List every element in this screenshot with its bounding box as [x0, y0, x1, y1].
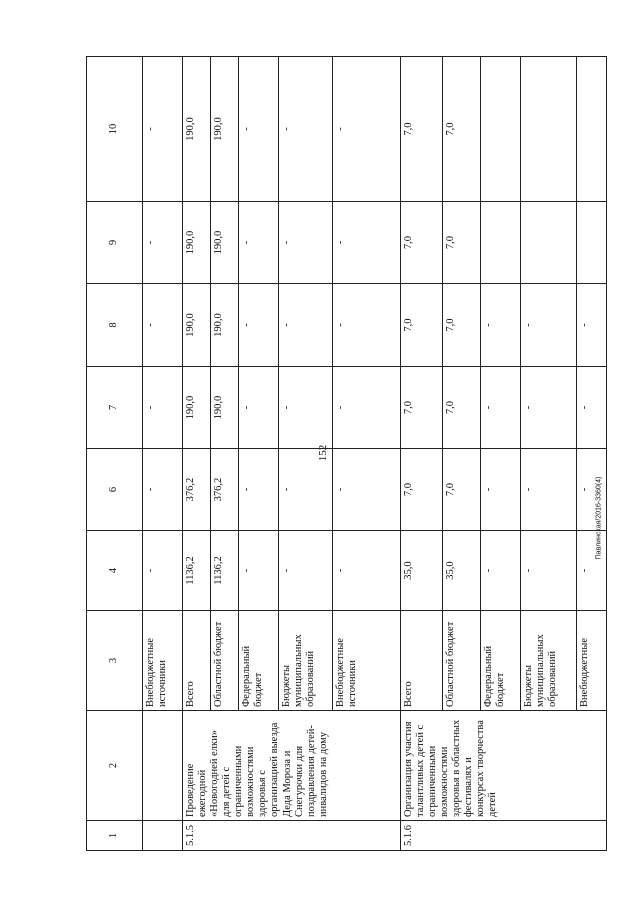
value-cell: -: [333, 367, 401, 449]
value-cell: 190,0: [183, 367, 211, 449]
value-cell: -: [143, 449, 183, 531]
source-cell: Всего: [401, 611, 443, 711]
value-cell: -: [333, 449, 401, 531]
value-cell: -: [333, 531, 401, 611]
value-cell: 7,0: [401, 367, 443, 449]
source-cell: Внебюджетные источники: [143, 611, 183, 711]
header-cell: 2: [87, 711, 143, 821]
value-cell: 7,0: [443, 202, 481, 284]
value-cell: 190,0: [211, 284, 239, 367]
header-cell: 6: [87, 449, 143, 531]
value-cell: -: [577, 367, 607, 449]
value-cell: 190,0: [211, 367, 239, 449]
source-cell: Областной бюджет: [443, 611, 481, 711]
value-cell: -: [333, 57, 401, 202]
header-cell: 8: [87, 284, 143, 367]
value-cell: 7,0: [401, 57, 443, 202]
value-cell: 35,0: [401, 531, 443, 611]
value-cell: -: [239, 367, 279, 449]
value-cell: -: [481, 449, 521, 531]
value-cell: -: [143, 202, 183, 284]
value-cell: 376,2: [183, 449, 211, 531]
continuation-row: [143, 57, 183, 851]
rotated-table-area: [86, 57, 590, 851]
value-cell: [577, 57, 607, 202]
value-cell: -: [481, 367, 521, 449]
budget-table: [86, 56, 607, 851]
value-cell: 1136,2: [183, 531, 211, 611]
value-cell: 7,0: [401, 284, 443, 367]
source-cell: Областной бюджет: [211, 611, 239, 711]
header-cell: 1: [87, 821, 143, 851]
value-cell: -: [239, 449, 279, 531]
table-row: [183, 57, 211, 851]
source-cell: Бюджеты муниципальных образований: [521, 611, 577, 711]
value-cell: [521, 57, 577, 202]
source-cell: Всего: [183, 611, 211, 711]
value-cell: 376,2: [211, 449, 239, 531]
value-cell: 7,0: [443, 367, 481, 449]
source-cell: Федеральный бюджет: [481, 611, 521, 711]
value-cell: 7,0: [443, 57, 481, 202]
value-cell: -: [481, 284, 521, 367]
source-cell: Внебюджетные: [577, 611, 607, 711]
value-cell: 7,0: [443, 449, 481, 531]
source-cell: Бюджеты муниципальных образований: [279, 611, 333, 711]
source-cell: Внебюджетные источники: [333, 611, 401, 711]
value-cell: -: [143, 531, 183, 611]
value-cell: [521, 202, 577, 284]
item-number: 5.1.6: [401, 821, 607, 851]
value-cell: 190,0: [211, 57, 239, 202]
value-cell: -: [521, 449, 577, 531]
value-cell: -: [279, 202, 333, 284]
value-cell: -: [279, 57, 333, 202]
page-number: 152: [317, 444, 329, 462]
value-cell: [481, 202, 521, 284]
value-cell: -: [577, 449, 607, 531]
header-cell: 4: [87, 531, 143, 611]
value-cell: -: [143, 57, 183, 202]
value-cell: -: [279, 449, 333, 531]
item-title: Проведение ежегодной «Новогодней елки» для детей с ограниченными возможностями здоровья с организацией выезда Деда Мороза и Снегурочки для поздравления детей-инвалидов на дому: [183, 711, 401, 821]
value-cell: -: [279, 531, 333, 611]
value-cell: -: [333, 202, 401, 284]
value-cell: -: [333, 284, 401, 367]
item-number-cell: [143, 821, 183, 851]
document-code: Павлинская/2016-3360(4): [595, 476, 603, 560]
item-title: Организация участия талантливых детей с ограниченными возможностями здоровья в областных фестивалях и конкурсах творчества детей: [401, 711, 607, 821]
value-cell: -: [521, 531, 577, 611]
value-cell: -: [279, 284, 333, 367]
item-title-cell: [143, 711, 183, 821]
value-cell: -: [143, 284, 183, 367]
header-row: [87, 57, 143, 851]
header-cell: 10: [87, 57, 143, 202]
value-cell: -: [239, 202, 279, 284]
value-cell: -: [521, 367, 577, 449]
value-cell: 190,0: [183, 202, 211, 284]
value-cell: -: [481, 531, 521, 611]
value-cell: 7,0: [401, 202, 443, 284]
value-cell: -: [521, 284, 577, 367]
item-number: 5.1.5: [183, 821, 401, 851]
value-cell: 35,0: [443, 531, 481, 611]
value-cell: 7,0: [401, 449, 443, 531]
value-cell: -: [143, 367, 183, 449]
value-cell: 190,0: [183, 57, 211, 202]
value-cell: 190,0: [183, 284, 211, 367]
value-cell: -: [239, 284, 279, 367]
source-cell: Федеральный бюджет: [239, 611, 279, 711]
value-cell: [577, 202, 607, 284]
value-cell: -: [239, 57, 279, 202]
value-cell: 7,0: [443, 284, 481, 367]
value-cell: -: [577, 284, 607, 367]
value-cell: -: [239, 531, 279, 611]
value-cell: -: [279, 367, 333, 449]
table-row: [401, 57, 443, 851]
value-cell: [481, 57, 521, 202]
header-cell: 7: [87, 367, 143, 449]
value-cell: 1136,2: [211, 531, 239, 611]
value-cell: 190,0: [211, 202, 239, 284]
value-cell: -: [577, 531, 607, 611]
header-cell: 9: [87, 202, 143, 284]
header-cell: 3: [87, 611, 143, 711]
